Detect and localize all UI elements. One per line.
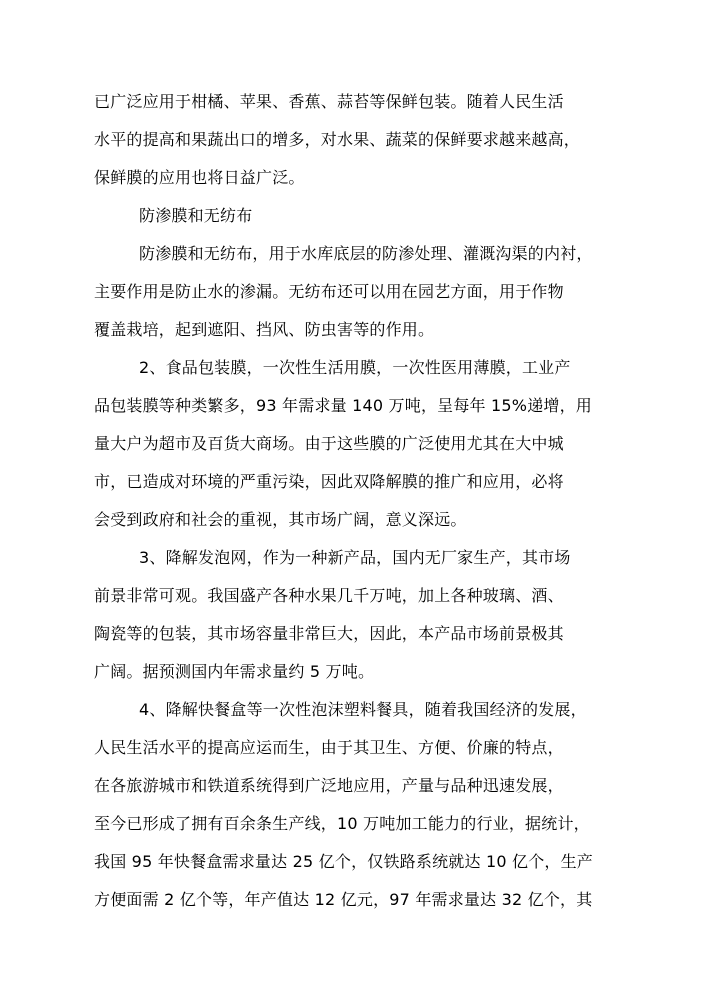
section-heading: 防渗膜和无纺布 (139, 206, 253, 225)
numbered-paragraph-3-line-2: 前景非常可观。我国盛产各种水果几千万吨，加上各种玻璃、酒、 (94, 586, 564, 605)
text-line-3: 保鲜膜的应用也将日益广泛。 (94, 168, 305, 187)
text-line-7: 覆盖栽培，起到遮阳、挡风、防虫害等的作用。 (94, 320, 435, 339)
numbered-paragraph-4-line-2: 人民生活水平的提高应运而生，由于其卫生、方便、价廉的特点， (94, 738, 564, 757)
numbered-paragraph-2-line-5: 会受到政府和社会的重视，其市场广阔，意义深远。 (94, 510, 467, 529)
text-line-2: 水平的提高和果蔬出口的增多，对水果、蔬菜的保鲜要求越来越高， (94, 130, 581, 149)
numbered-paragraph-2-line-1: 2、食品包装膜，一次性生活用膜，一次性医用薄膜，工业产 (139, 358, 571, 377)
text-line-6: 主要作用是防止水的渗漏。无纺布还可以用在园艺方面，用于作物 (94, 282, 564, 301)
numbered-paragraph-2-line-2: 品包装膜等种类繁多，93 年需求量 140 万吨，呈每年 15%递增，用 (94, 396, 593, 415)
numbered-paragraph-4-line-1: 4、降解快餐盒等一次性泡沫塑料餐具，随着我国经济的发展， (139, 700, 587, 719)
text-line-5: 防渗膜和无纺布，用于水库底层的防渗处理、灌溉沟渠的内衬， (139, 244, 593, 263)
numbered-paragraph-3-line-3: 陶瓷等的包装，其市场容量非常巨大，因此，本产品市场前景极其 (94, 624, 564, 643)
numbered-paragraph-4-line-6: 方便面需 2 亿个等，年产值达 12 亿元，97 年需求量达 32 亿个，其 (94, 890, 593, 909)
numbered-paragraph-2-line-4: 市，已造成对环境的严重污染，因此双降解膜的推广和应用，必将 (94, 472, 564, 491)
numbered-paragraph-2-line-3: 量大户为超市及百货大商场。由于这些膜的广泛使用尤其在大中城 (94, 434, 564, 453)
numbered-paragraph-3-line-4: 广阔。据预测国内年需求量约 5 万吨。 (94, 662, 375, 681)
numbered-paragraph-4-line-4: 至今已形成了拥有百余条生产线，10 万吨加工能力的行业，据统计， (94, 814, 590, 833)
numbered-paragraph-4-line-3: 在各旅游城市和铁道系统得到广泛地应用，产量与品种迅速发展， (94, 776, 564, 795)
numbered-paragraph-4-line-5: 我国 95 年快餐盒需求量达 25 亿个，仅铁路系统就达 10 亿个，生产 (94, 852, 593, 871)
numbered-paragraph-3-line-1: 3、降解发泡网，作为一种新产品，国内无厂家生产，其市场 (139, 548, 571, 567)
text-line-1: 已广泛应用于柑橘、苹果、香蕉、蒜苔等保鲜包装。随着人民生活 (94, 92, 564, 111)
